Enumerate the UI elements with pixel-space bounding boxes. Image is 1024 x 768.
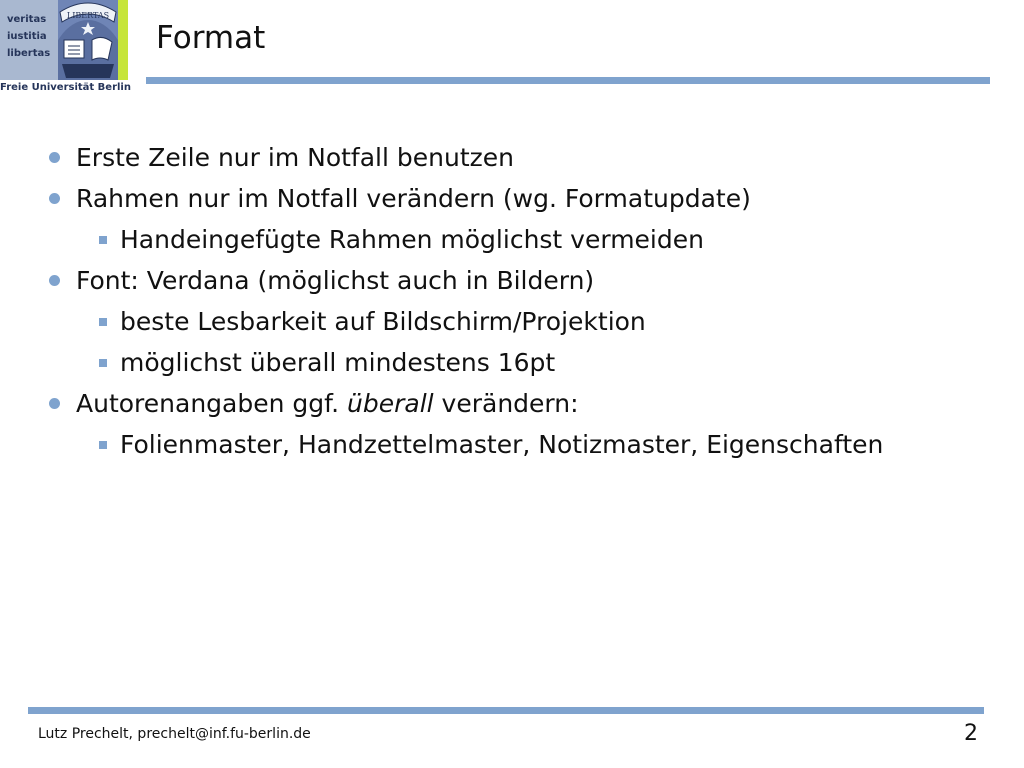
square-bullet-icon <box>99 236 107 244</box>
seal-icon <box>58 0 118 80</box>
bullet-text-emphasis: überall <box>347 389 434 418</box>
bullet-text-before: Autorenangaben ggf. <box>76 389 348 418</box>
page-number: 2 <box>964 721 978 746</box>
bullet-item <box>46 263 1006 304</box>
round-bullet-icon <box>49 398 60 409</box>
round-bullet-icon <box>49 275 60 286</box>
sub-bullet-item <box>46 427 1006 468</box>
bullet-text: Font: Verdana (möglichst auch in Bildern) <box>76 266 595 295</box>
bullet-text: Rahmen nur im Notfall verändern (wg. Formatupdate) <box>76 184 751 213</box>
logo-motto-line: libertas <box>7 48 51 59</box>
title-divider <box>146 77 990 84</box>
seal-graphic <box>58 0 118 80</box>
university-logo <box>0 0 130 96</box>
sub-bullet-text: Handeingefügte Rahmen möglichst vermeiden <box>120 225 704 254</box>
sub-bullet-text: beste Lesbarkeit auf Bildschirm/Projektion <box>120 307 646 336</box>
bullet-item <box>46 140 1006 181</box>
university-name: Freie Universität Berlin <box>0 82 131 93</box>
footer-divider <box>28 707 984 714</box>
bullet-item <box>46 386 1006 427</box>
square-bullet-icon <box>99 359 107 367</box>
logo-motto-line: iustitia <box>7 31 47 42</box>
footer-author: Lutz Prechelt, prechelt@inf.fu-berlin.de <box>38 726 311 742</box>
round-bullet-icon <box>49 152 60 163</box>
bullet-item <box>46 181 1006 222</box>
logo-motto-line: veritas <box>7 14 47 25</box>
square-bullet-icon <box>99 441 107 449</box>
sub-bullet-item <box>46 222 1006 263</box>
logo-green-bar <box>118 0 128 80</box>
square-bullet-icon <box>99 318 107 326</box>
sub-bullet-text: Folienmaster, Handzettelmaster, Notizmaster, Eigenschaften <box>120 430 884 459</box>
sub-bullet-item <box>46 304 1006 345</box>
slide-title: Format <box>156 20 266 56</box>
seal-text: LIBERTAS <box>66 11 110 20</box>
round-bullet-icon <box>49 193 60 204</box>
bullet-text-after: verändern: <box>433 389 579 418</box>
bullet-list <box>46 140 1006 468</box>
sub-bullet-text: möglichst überall mindestens 16pt <box>120 348 556 377</box>
bullet-text: Erste Zeile nur im Notfall benutzen <box>76 143 514 172</box>
logo-motto-panel <box>0 0 58 80</box>
sub-bullet-item <box>46 345 1006 386</box>
